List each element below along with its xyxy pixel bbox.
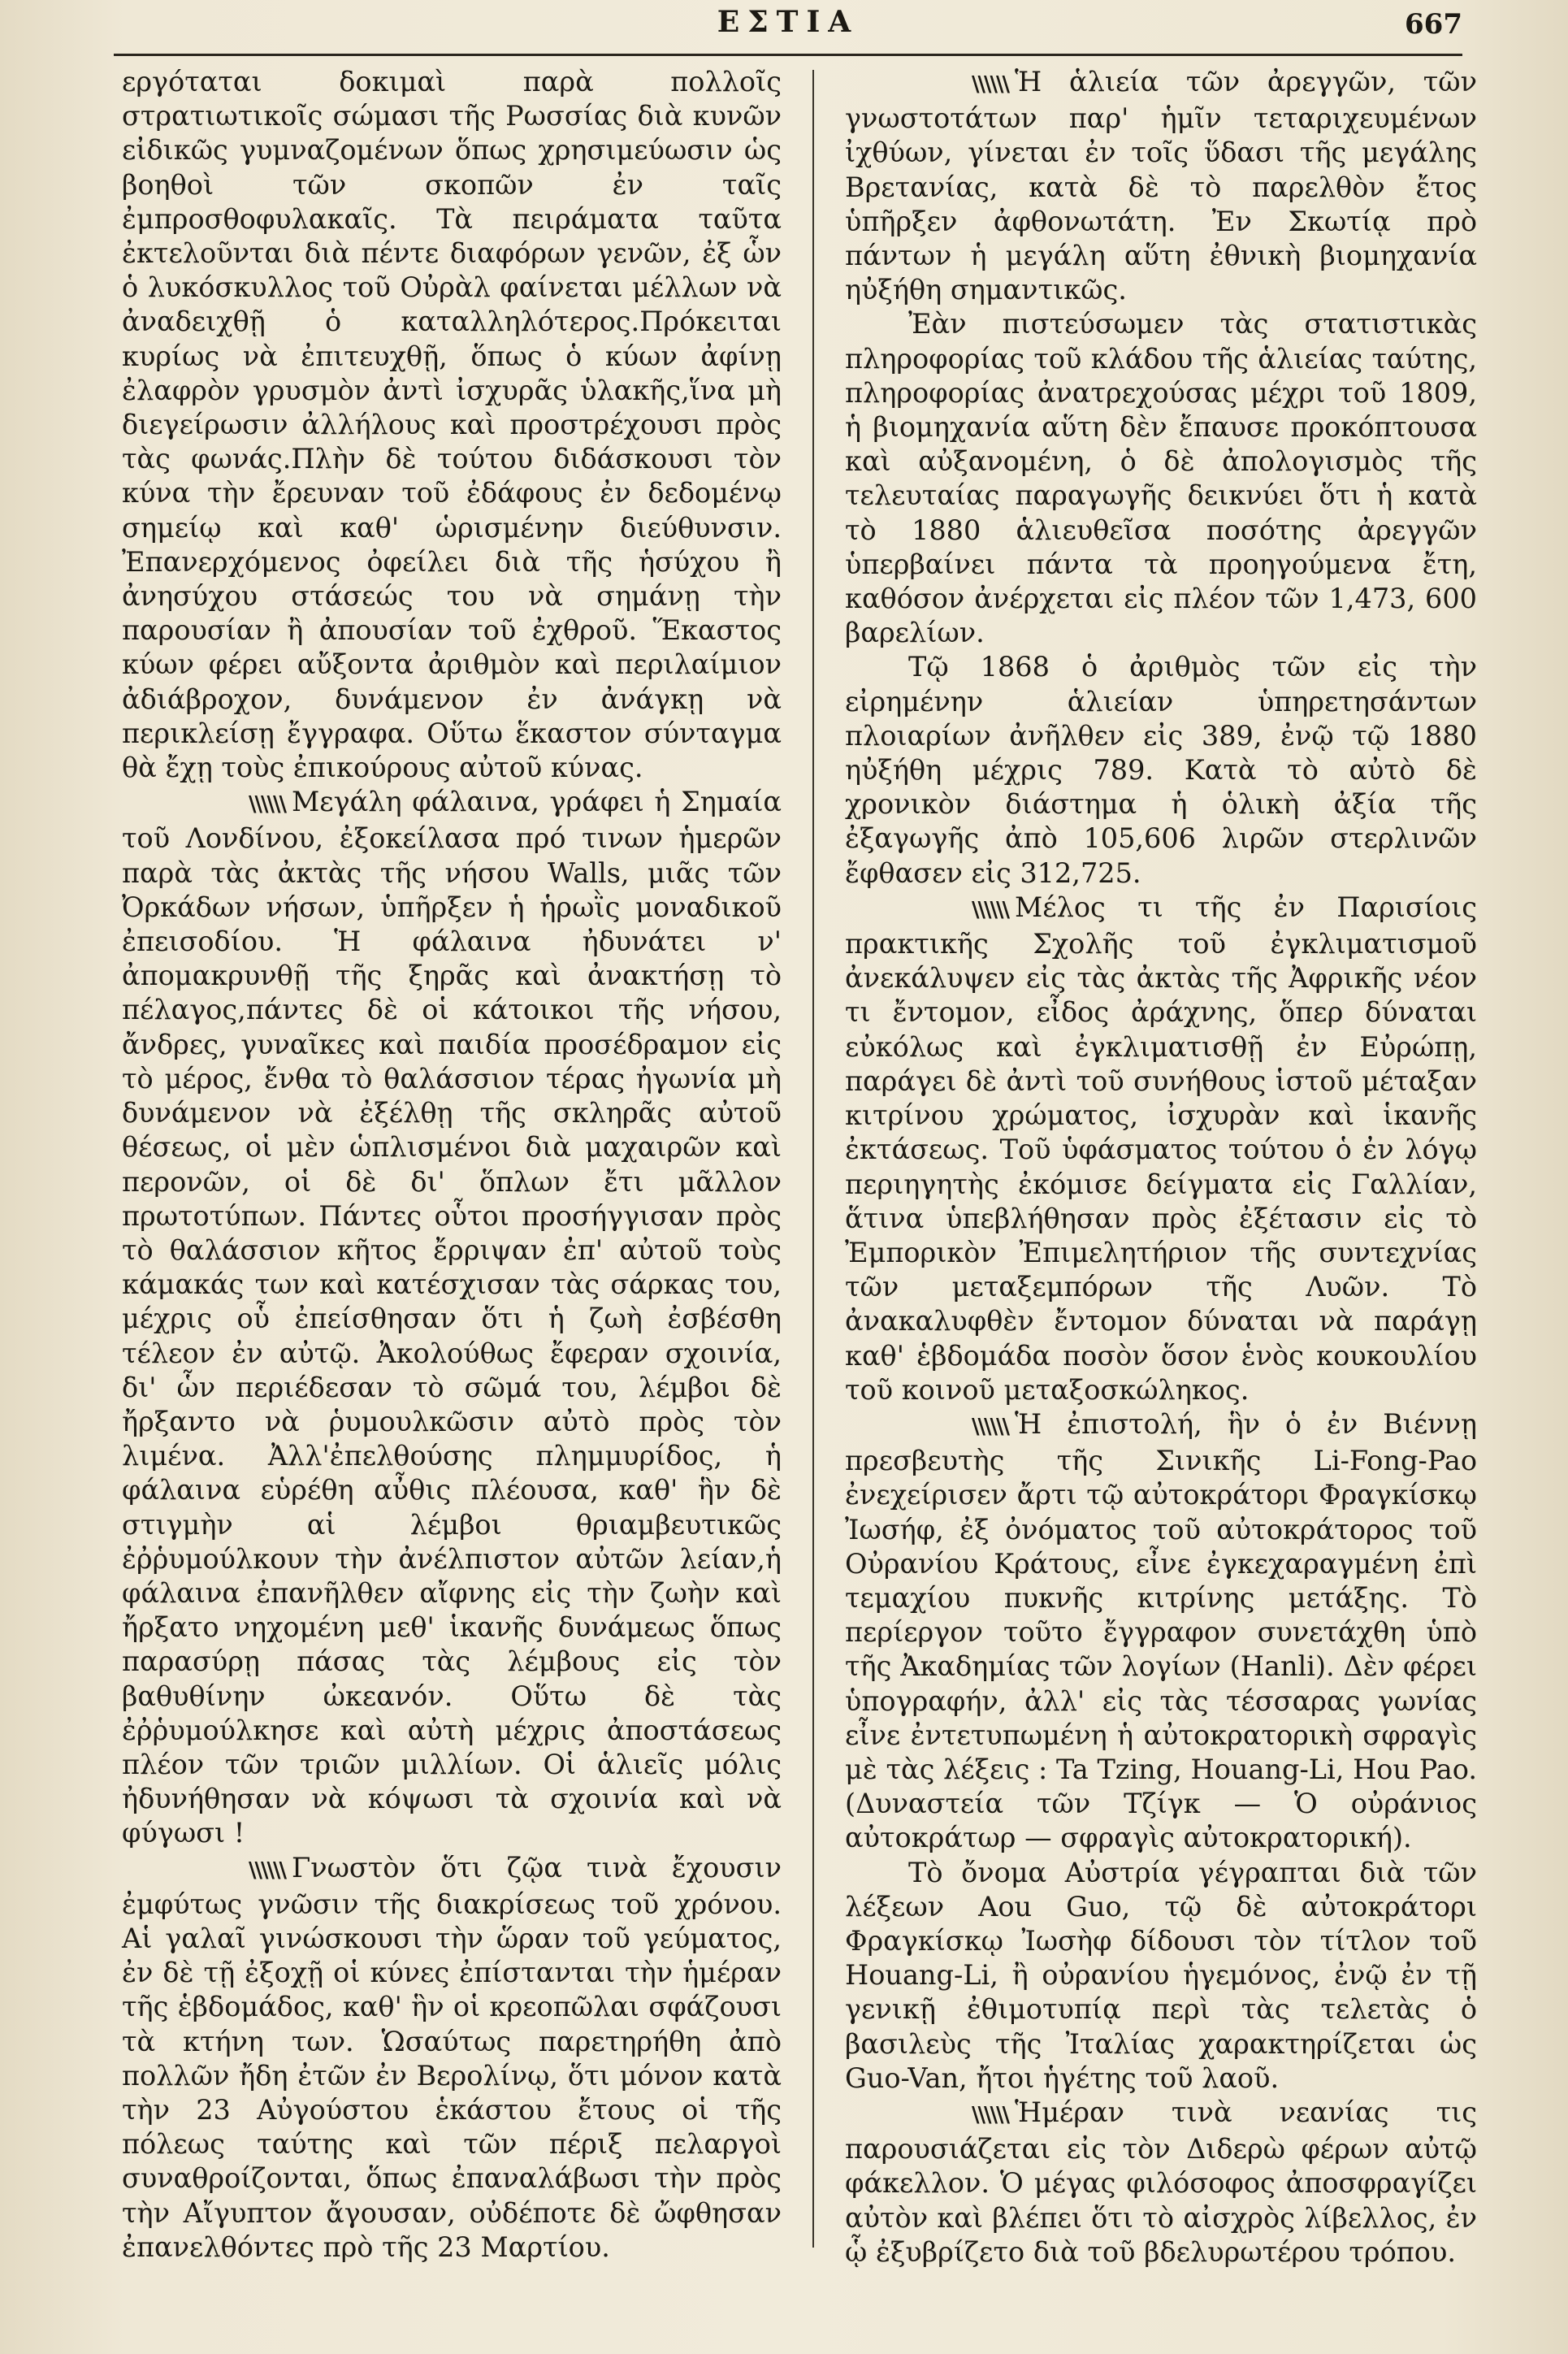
article-herring-boats-paragraph: Τῷ 1868 ὁ ἀριθμὸς τῶν εἰς τὴν εἰρημένην ἁλιείαν ὑπηρετησάντων πλοιαρίων ἀνῆλθεν εἰς 389, ἐνῷ τῷ 1880 ηὐξήθη μέχρις 789. Κατὰ τὸ αὐτὸ δὲ χρονικὸν διάστημα ἡ ὁλικὴ ἀξία τῆς ἐξαγωγῆς ἀπὸ 105,606 λιρῶν στερλινῶν ἔφθασεν εἰς 312,725.	[845, 651, 1477, 889]
article-whale-paragraph	[122, 785, 782, 1850]
article-spider-paragraph	[845, 891, 1477, 1407]
article-animals-time-paragraph	[122, 1851, 782, 2265]
section-mark-icon: \\\\\\	[972, 1414, 1008, 1439]
article-austria-name-paragraph: Τὸ ὄνομα Αὐστρία γέγραπται διὰ τῶν λέξεων Aou Guo, τῷ δὲ αὐτοκράτορι Φραγκίσκῳ Ἰωσὴφ δίδουσι τὸν τίτλον τοῦ Houang-Li, ἢ οὐρανίου ἡγεμόνος, ἐνῷ ἐν τῇ γενικῇ ἐθιμοτυπίᾳ περὶ τὰς τελετὰς ὁ βασιλεὺς τῆς Ἰταλίας χαρακτηρίζεται ὡς Guo-Van, ἤτοι ἡγέτης τοῦ λαοῦ.	[845, 1856, 1477, 2094]
section-mark-icon: \\\\\\	[972, 897, 1008, 922]
section-mark-icon: \\\\\\	[249, 792, 285, 817]
article-chinese-letter-paragraph	[845, 1407, 1477, 1856]
header-rule	[114, 54, 1462, 56]
left-column	[122, 65, 782, 2330]
article-diderot-paragraph	[845, 2096, 1477, 2269]
article-whale-text: Μεγάλη φάλαινα, γράφει ἡ Σημαία τοῦ Λονδίνου, ἐξοκείλασα πρό τινων ἡμερῶν παρὰ τὰς ἀκτὰς τῆς νήσου Walls, μιᾶς τῶν Ὀρκάδων νήσων, ὑπῆρξεν ἡ ἡρωῒς μοναδικοῦ ἐπεισοδίου. Ἡ φάλαινα ἠδυνάτει ν' ἀπομακρυνθῇ τῆς ξηρᾶς καὶ ἀνακτήσῃ τὸ πέλαγος,πάντες δὲ οἱ κάτοικοι τῆς νήσου, ἄνδρες, γυναῖκες καὶ παιδία προσέδραμον εἰς τὸ μέρος, ἔνθα τὸ θαλάσσιον τέρας ἠγωνία μὴ δυνάμενον νὰ ἐξέλθῃ τῆς σκληρᾶς αὐτοῦ θέσεως, οἱ μὲν ὡπλισμένοι διὰ μαχαιρῶν καὶ περονῶν, οἱ δὲ δι' ὅπλων ἔτι μᾶλλον πρωτοτύπων. Πάντες οὗτοι προσήγγισαν πρὸς τὸ θαλάσσιον κῆτος ἔρριψαν ἐπ' αὐτοῦ τοὺς κάμακάς των καὶ κατέσχισαν τὰς σάρκας του, μέχρις οὗ ἐπείσθησαν ὅτι ἡ ζωὴ ἐσβέσθη τέλεον ἐν αὐτῷ. Ἀκολούθως ἔφεραν σχοινία, δι' ὧν περιέδεσαν τὸ σῶμά του, λέμβοι δὲ ἤρξαντο νὰ ῥυμουλκῶσιν αὐτὸ πρὸς τὸν λιμένα. Ἀλλ'ἐπελθούσης πλημμυρίδος, ἡ φάλαινα εὑρέθη αὖθις πλέουσα, καθ' ἣν δὲ στιγμὴν αἱ λέμβοι θριαμβευτικῶς ἐῤῥυμούλκουν τὴν ἀνέλπιστον αὐτῶν λείαν,ἡ φάλαινα ἐπανῆλθεν αἴφνης εἰς τὴν ζωὴν καὶ ἤρξατο νηχομένη μεθ' ἱκανῆς δυνάμεως ὅπως παρασύρῃ πάσας τὰς λέμβους εἰς τὸν βαθυθίνην ὠκεανόν. Οὕτω δὲ τὰς ἐῤῥυμούλκησε καὶ αὐτὴ μέχρις ἀποστάσεως πλέον τῶν τριῶν μιλλίων. Οἱ ἁλιεῖς μόλις ἠδυνήθησαν νὰ κόψωσι τὰ σχοινία καὶ νὰ φύγωσι !	[122, 786, 782, 1849]
article-dogs-paragraph: εργόταται δοκιμαὶ παρὰ πολλοῖς στρατιωτικοῖς σώμασι τῆς Ρωσσίας διὰ κυνῶν εἰδικῶς γυμναζομένων ὅπως χρησιμεύωσιν ὡς βοηθοὶ τῶν σκοπῶν ἐν ταῖς ἐμπροσθοφυλακαῖς. Τὰ πειράματα ταῦτα ἐκτελοῦνται διὰ πέντε διαφόρων γενῶν, ἐξ ὧν ὁ λυκόσκυλλος τοῦ Οὐρὰλ φαίνεται μέλλων νὰ ἀναδειχθῇ ὁ καταλληλότερος.Πρόκειται κυρίως νὰ ἐπιτευχθῇ, ὅπως ὁ κύων ἀφίνῃ ἐλαφρὸν γρυσμὸν ἀντὶ ἰσχυρᾶς ὑλακῆς,ἵνα μὴ διεγείρωσιν ἀλλήλους καὶ προστρέχουσι πρὸς τὰς φωνάς.Πλὴν δὲ τούτου διδάσκουσι τὸν κύνα τὴν ἔρευναν τοῦ ἐδάφους ἐν δεδομένῳ σημείῳ καὶ καθ' ὡρισμένην διεύθυνσιν. Ἐπανερχόμενος ὀφείλει διὰ τῆς ἡσύχου ἢ ἀνησύχου στάσεώς του νὰ σημάνῃ τὴν παρουσίαν ἢ ἀπουσίαν τοῦ ἐχθροῦ. Ἕκαστος κύων φέρει αὔξοντα ἀριθμὸν καὶ περιλαίμιον ἀδιάβροχον, δυνάμενον ἐν ἀνάγκῃ νὰ περικλείσῃ ἔγγραφα. Οὕτω ἕκαστον σύνταγμα θὰ ἔχῃ τοὺς ἐπικούρους αὐτοῦ κύνας.	[122, 66, 782, 784]
section-mark-icon: \\\\\\	[972, 72, 1008, 97]
section-mark-icon: \\\\\\	[249, 1858, 285, 1883]
page-number: 667	[1405, 8, 1462, 41]
page-header	[114, 0, 1462, 57]
article-herring-text: Ἡ ἁλιεία τῶν ἀρεγγῶν, τῶν γνωστοτάτων παρ' ἡμῖν τεταριχευμένων ἰχθύων, γίνεται ἐν τοῖς ὕδασι τῆς μεγάλης Βρετανίας, κατὰ δὲ τὸ παρελθὸν ἔτος ὑπῆρξεν ἀφθονωτάτη. Ἐν Σκωτίᾳ πρὸ πάντων ἡ μεγάλη αὕτη ἐθνικὴ βιομηχανία ηὐξήθη σημαντικῶς.	[845, 66, 1477, 306]
column-divider	[812, 70, 814, 2248]
article-diderot-text: Ἡμέραν τινὰ νεανίας τις παρουσιάζεται εἰς τὸν Διδερὼ φέρων αὐτῷ φάκελλον. Ὁ μέγας φιλόσοφος ἀποσφραγίζει αὐτὸν καὶ βλέπει ὅτι τὸ αἰσχρὸς λίβελλος, ἐν ᾧ ἐξυβρίζετο διὰ τοῦ βδελυρωτέρου τρόπου.	[845, 2096, 1477, 2268]
right-column	[845, 65, 1477, 2330]
article-chinese-letter-text: Ἡ ἐπιστολή, ἣν ὁ ἐν Βιέννῃ πρεσβευτὴς τῆς Σινικῆς Li-Fong-Pao ἐνεχείρισεν ἄρτι τῷ αὐτοκράτορι Φραγκίσκῳ Ἰωσήφ, ἐξ ὀνόματος τοῦ αὐτοκράτορος τοῦ Οὐρανίου Κράτους, εἶνε ἐγκεχαραγμένη ἐπὶ τεμαχίου πυκνῆς κιτρίνης μετάξης. Τὸ περίεργον τοῦτο ἔγγραφον συνετάχθη ὑπὸ τῆς Ἀκαδημίας τῶν λογίων (Hanli). Δὲν φέρει ὑπογραφήν, ἀλλ' εἰς τὰς τέσσαρας γωνίας εἶνε ἐντετυπωμένη ἡ αὐτοκρατορικὴ σφραγὶς μὲ τὰς λέξεις : Ta Tzing, Houang-Li, Hou Pao. (Δυναστεία τῶν Τζίγκ — Ὁ οὐράνιος αὐτοκράτωρ — σφραγὶς αὐτοκρατορική).	[845, 1407, 1477, 1854]
running-title: ΕΣΤΙΑ	[717, 5, 860, 39]
article-animals-time-text: Γνωστὸν ὅτι ζῷα τινὰ ἔχουσιν ἐμφύτως γνῶσιν τῆς διακρίσεως τοῦ χρόνου. Αἱ γαλαῖ γινώσκουσι τὴν ὥραν τοῦ γεύματος, ἐν δὲ τῇ ἐξοχῇ οἱ κύνες ἐπίστανται τὴν ἡμέραν τῆς ἑβδομάδος, καθ' ἣν οἱ κρεοπῶλαι σφάζουσι τὰ κτήνη των. Ὡσαύτως παρετηρήθη ἀπὸ πολλῶν ἤδη ἐτῶν ἐν Βερολίνῳ, ὅτι μόνον κατὰ τὴν 23 Αὐγούστου ἑκάστου ἔτους οἱ τῆς πόλεως ταύτης καὶ τῶν πέριξ πελαργοὶ συναθροίζονται, ὅπως ἐπαναλάβωσι τὴν πρὸς τὴν Αἴγυπτον ἄγουσαν, οὐδέποτε δὲ ὤφθησαν ἐπανελθόντες πρὸ τῆς 23 Μαρτίου.	[122, 1851, 782, 2263]
article-herring-paragraph	[845, 65, 1477, 307]
article-herring-stats-paragraph: Ἐὰν πιστεύσωμεν τὰς στατιστικὰς πληροφορίας τοῦ κλάδου τῆς ἁλιείας ταύτης, πληροφορίας ἀνατρεχούσας μέχρι τοῦ 1809, ἡ βιομηχανία αὕτη δὲν ἔπαυσε προκόπτουσα καὶ αὐξανομένη, ὁ δὲ ἀπολογισμὸς τῆς τελευταίας παραγωγῆς δεικνύει ὅτι ἡ κατὰ τὸ 1880 ἁλιευθεῖσα ποσότης ἀρεγγῶν ὑπερβαίνει πάντα τὰ προηγούμενα ἔτη, καθόσον ἀνέρχεται εἰς πλέον τῶν 1,473, 600 βαρελίων.	[845, 308, 1477, 649]
section-mark-icon: \\\\\\	[972, 2102, 1008, 2127]
article-spider-text: Μέλος τι τῆς ἐν Παρισίοις πρακτικῆς Σχολῆς τοῦ ἐγκλιματισμοῦ ἀνεκάλυψεν εἰς τὰς ἀκτὰς τῆς Ἀφρικῆς νέον τι ἔντομον, εἶδος ἀράχνης, ὅπερ δύναται εὐκόλως καὶ ἐγκλιματισθῇ ἐν Εὐρώπῃ, παράγει δὲ ἀντὶ τοῦ συνήθους ἱστοῦ μέταξαν κιτρίνου χρώματος, ἰσχυρὰν καὶ ἱκανῆς ἐκτάσεως. Τοῦ ὑφάσματος τούτου ὁ ἐν λόγῳ περιηγητὴς ἐκόμισε δείγματα εἰς Γαλλίαν, ἅτινα ὑπεβλήθησαν πρὸς ἐξέτασιν εἰς τὸ Ἐμπορικὸν Ἐπιμελητήριον τῆς συντεχνίας τῶν μεταξεμπόρων τῆς Λυῶν. Τὸ ἀνακαλυφθὲν ἔντομον δύναται νὰ παράγῃ καθ' ἑβδομάδα ποσὸν ὅσον ἑνὸς κουκουλίου τοῦ κοινοῦ μεταξοσκώληκος.	[845, 891, 1477, 1406]
